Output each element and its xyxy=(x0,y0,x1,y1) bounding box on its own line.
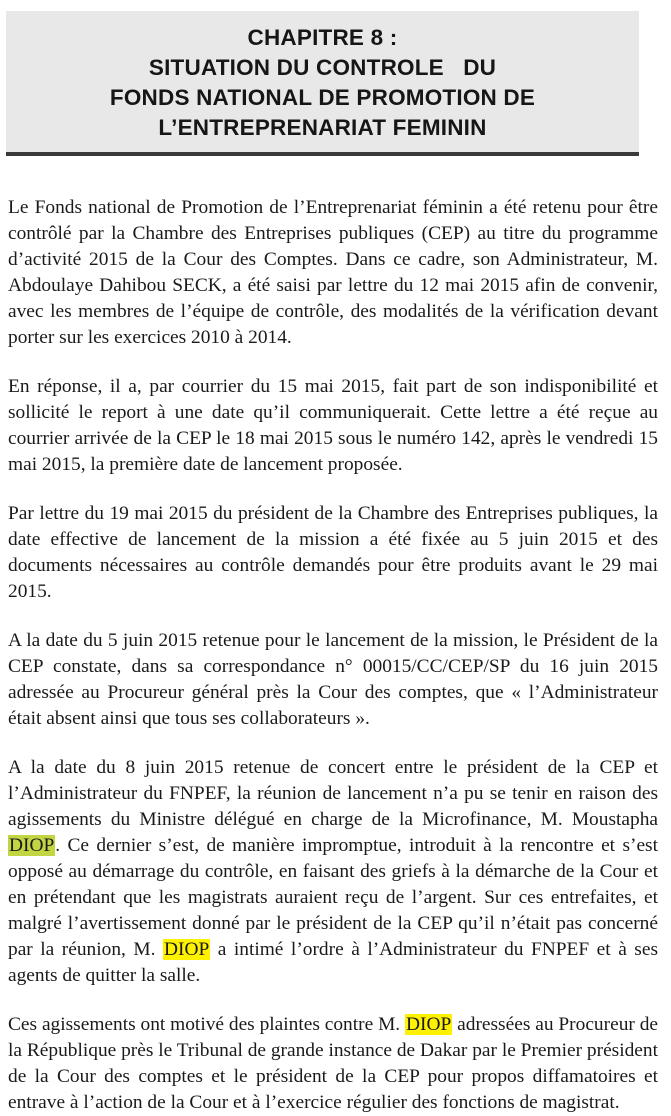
highlight-diop-green: DIOP xyxy=(9,835,55,856)
paragraph-4: A la date du 5 juin 2015 retenue pour le lancement de la mission, le Président de la CEP constate, dans sa correspondance n° 00015/CC/CEP/SP du 16 juin 2015 adressée au Procureur général près la Cour des comptes, que « l’Administrateur était absent ainsi que tous ses collaborateurs ». xyxy=(8,630,658,729)
paragraph-5-text-b: . Ce dernier s’est, de manière impromptue, introduit à la rencontre et s’est opposé au démarrage du contrôle, en faisant des griefs à la démarche de la Cour et en prétendant que les magistrats auraient reçu de l’argent. Sur ces entrefaites, et malgré l’avertissement donné par le président de la CEP qu’il n’était pas concerné par la réunion, M. xyxy=(8,835,658,960)
paragraph-1: Le Fonds national de Promotion de l’Entreprenariat féminin a été retenu pour être contrôlé par la Chambre des Entreprises publiques (CEP) au titre du programme d’activité 2015 de la Cour des Comptes. Dans ce cadre, son Administrateur, M. Abdoulaye Dahibou SECK, a été saisi par lettre du 12 mai 2015 afin de convenir, avec les membres de l’équipe de contrôle, des modalités de la vérification devant porter sur les exercices 2010 à 2014. xyxy=(8,197,658,348)
paragraph-6-text-b: adressées au Procureur de la République près le Tribunal de grande instance de Dakar par le Premier président de la Cour des comptes et le président de la CEP pour propos diffamatoires et entrave à l’action de la Cour et à l’exercice régulier des fonctions de magistrat. xyxy=(8,1014,659,1113)
chapter-heading-line-3: FONDS NATIONAL DE PROMOTION DE xyxy=(109,85,536,110)
highlight-diop-yellow-2: DIOP xyxy=(406,1014,452,1035)
chapter-heading-line-4: L’ENTREPRENARIAT FEMININ xyxy=(158,115,487,140)
chapter-heading-line-2: SITUATION DU CONTROLE DU xyxy=(148,55,497,80)
highlight-diop-yellow-1: DIOP xyxy=(163,939,210,960)
paragraph-5 xyxy=(8,755,658,989)
chapter-heading-line-1: CHAPITRE 8 : xyxy=(247,25,398,50)
paragraph-2: En réponse, il a, par courrier du 15 mai 2015, fait part de son indisponibilité et sollicité le report à une date qu’il communiquerait. Cette lettre a été reçue au courrier arrivée de la CEP le 18 mai 2015 sous le numéro 142, après le vendredi 15 mai 2015, la première date de lancement proposée. xyxy=(8,376,658,475)
paragraph-6 xyxy=(8,1012,658,1116)
paragraph-5-text-c: a intimé l’ordre à l’Administrateur du FNPEF et à ses agents de quitter la salle. xyxy=(8,939,659,986)
paragraph-5-text-a: A la date du 8 juin 2015 retenue de concert entre le président de la CEP et l’Administrateur du FNPEF, la réunion de lancement n’a pu se tenir en raison des agissements du Ministre délégué en charge de la Microfinance, M. Moustapha xyxy=(8,757,658,830)
paragraph-3: Par lettre du 19 mai 2015 du président de la Chambre des Entreprises publiques, la date effective de lancement de la mission a été fixée au 5 juin 2015 et des documents nécessaires au contrôle demandés pour être produits avant le 29 mai 2015. xyxy=(8,503,658,602)
document-body xyxy=(8,195,658,1116)
paragraph-6-text-a: Ces agissements ont motivé des plaintes contre M. xyxy=(8,1014,406,1035)
chapter-heading-block xyxy=(6,11,639,156)
